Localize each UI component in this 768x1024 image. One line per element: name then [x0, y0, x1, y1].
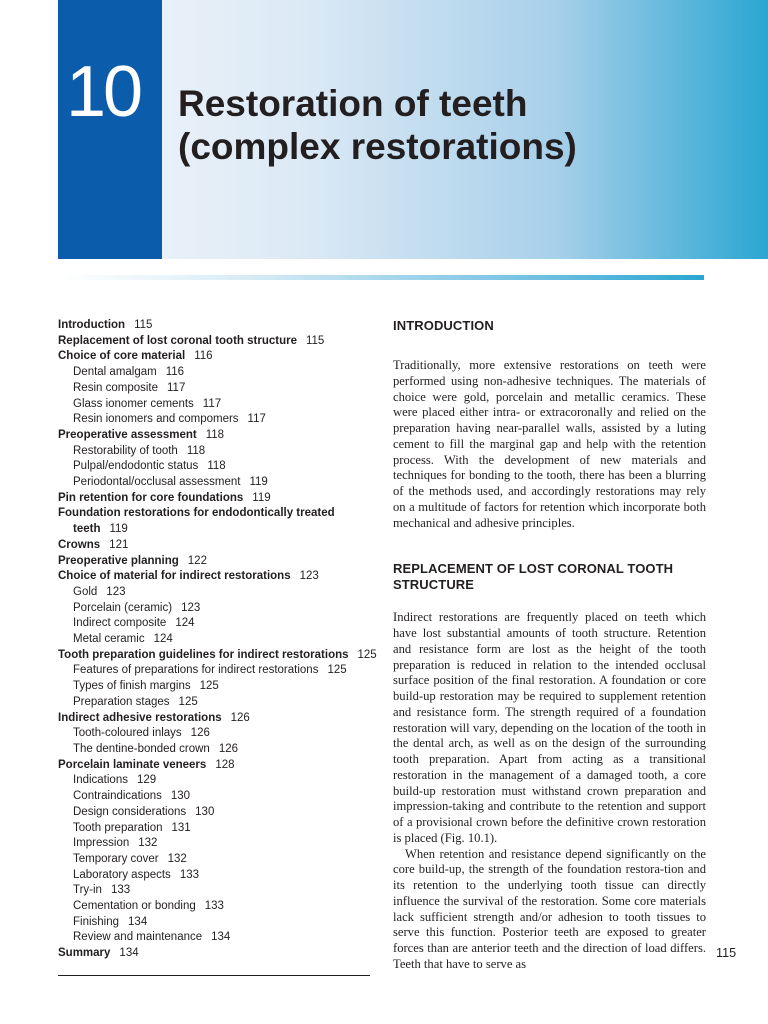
toc-entry	[58, 679, 378, 695]
toc-entry-page: 118	[207, 460, 226, 473]
toc-entry-title: Finishing	[73, 915, 120, 928]
toc-entry	[58, 491, 378, 507]
toc-entry	[58, 726, 378, 742]
toc-entry-page: 115	[305, 334, 325, 347]
toc-entry	[58, 836, 378, 852]
toc-entry	[58, 334, 378, 350]
toc-entry-title: Dental amalgam	[73, 366, 157, 379]
toc-entry-title: Introduction	[58, 319, 126, 331]
chapter-title	[178, 82, 738, 168]
replacement-paragraph-1: Indirect restorations are frequently placed on teeth which have lost substantial amounts of tooth structure. Retention and resistance form are lost as the height of the tooth preparation is reduced in relation to the intended occlusal surface position of the final restoration. A foundation or core build-up restoration may be required to supplement retention and resistance form. The strength required of a foundation restoration will vary, depending on the location of the tooth in the dental arch, as well as on the design of the surrounding tooth preparation. Apart from acting as a transitional restoration in the management of a damaged tooth, a core build-up restoration must withstand crown preparation and impression-taking and contribute to the retention and support of a provisional crown before the definitive crown restoration is placed (Fig. 10.1).	[393, 610, 706, 845]
toc-entry-page: 134	[128, 915, 148, 928]
toc-entry-title: Try-in	[73, 884, 102, 897]
toc-entry-page: 132	[167, 852, 187, 865]
toc-entry-page: 130	[195, 805, 215, 818]
toc-entry-page: 115	[134, 319, 153, 331]
toc-entry-title: The dentine-bonded crown	[73, 742, 210, 755]
toc-entry-title: Periodontal/occlusal assessment	[73, 476, 241, 489]
toc-entry-page: 124	[153, 633, 173, 646]
toc-entry-page: 130	[170, 790, 191, 803]
toc-entry	[58, 365, 378, 381]
toc-entry-page: 132	[138, 837, 158, 850]
toc-entry-page: 118	[186, 444, 206, 457]
toc-entry	[58, 663, 378, 679]
toc-entry	[58, 852, 378, 868]
chapter-title-line-2: (complex restorations)	[178, 126, 577, 167]
toc-entry-page: 125	[178, 695, 198, 708]
toc-entry-page: 116	[165, 366, 185, 379]
toc-entry-title: Indications	[73, 774, 128, 787]
toc-entry-page: 133	[204, 900, 224, 913]
toc-entry-title: Glass ionomer cements	[73, 397, 194, 410]
toc-entry	[58, 554, 378, 570]
toc-entry-page: 131	[171, 821, 191, 834]
toc-entry-title: Crowns	[58, 538, 101, 551]
toc-entry-page: 117	[167, 381, 186, 394]
toc-entry	[58, 569, 378, 585]
toc-entry	[58, 899, 378, 915]
toc-entry	[58, 742, 378, 758]
toc-entry-title: teeth	[73, 523, 101, 536]
toc-entry-title: Temporary cover	[73, 852, 159, 865]
toc-entry-title: Preparation stages	[73, 695, 170, 708]
chapter-contents-list	[58, 318, 378, 962]
toc-entry	[58, 522, 378, 538]
toc-entry-title: Choice of material for indirect restorations	[58, 570, 291, 583]
toc-entry	[58, 915, 378, 931]
introduction-paragraph: Traditionally, more extensive restorations on teeth were performed using non-adhesive techniques. The materials of choice were gold, porcelain and metallic ceramics. These were placed either intra- or extracoronally and relied on the preparation having near-parallel walls, assisted by a luting cement to fill the marginal gap and help with the retention process. With the development of new materials and techniques for bonding to the tooth, there has been a blurring of the methods used, and accordingly restorations may rely on a multitude of factors for retention which incorporate both mechanical and adhesive principles.	[393, 358, 706, 530]
toc-entry-page: 119	[249, 476, 268, 489]
toc-entry	[58, 381, 378, 397]
toc-entry-title: Contraindications	[73, 790, 162, 803]
contents-bottom-rule	[58, 975, 370, 976]
replacement-paragraph-2: When retention and resistance depend significantly on the core build-up, the strength of the foundation restora-tion and its retention to the underlying tooth tissue can directly influence the survival of the restoration. Some core materials lack sufficient strength and/or adhesion to tooth tissues to serve this function. Posterior teeth are exposed to greater forces than are anterior teeth and the direction of load differs. Teeth that have to serve as	[393, 846, 706, 971]
toc-entry-page: 134	[211, 931, 231, 944]
toc-entry	[58, 930, 378, 946]
toc-entry-page: 123	[106, 585, 126, 598]
toc-entry	[58, 601, 378, 617]
toc-entry-title: Preoperative planning	[58, 554, 179, 567]
toc-entry	[58, 805, 378, 821]
chapter-title-line-1: Restoration of teeth	[178, 83, 528, 124]
toc-entry	[58, 632, 378, 648]
toc-entry	[58, 412, 378, 428]
toc-entry-page: 118	[205, 428, 225, 441]
page-number: 115	[716, 946, 737, 960]
toc-entry	[58, 773, 378, 789]
toc-entry	[58, 616, 378, 632]
toc-entry-title: Choice of core material	[58, 350, 186, 363]
chapter-number: 10	[66, 52, 141, 132]
toc-entry-title: Gold	[73, 585, 98, 598]
toc-entry-title: Metal ceramic	[73, 633, 145, 646]
toc-entry-page: 123	[181, 601, 201, 614]
toc-entry	[58, 946, 378, 962]
toc-entry-page: 126	[218, 742, 239, 755]
header-divider	[58, 275, 704, 280]
toc-entry	[58, 868, 378, 884]
toc-entry	[58, 459, 378, 475]
toc-entry-title: Summary	[58, 947, 111, 960]
toc-entry-page: 128	[215, 758, 235, 771]
toc-entry-title: Indirect composite	[73, 617, 167, 630]
toc-entry-title: Review and maintenance	[73, 931, 203, 944]
toc-entry	[58, 695, 378, 711]
toc-entry-title: Types of finish margins	[73, 680, 191, 693]
toc-entry-page: 117	[202, 397, 222, 410]
toc-entry-title: Design considerations	[73, 805, 187, 818]
body-column	[393, 318, 706, 973]
toc-entry	[58, 821, 378, 837]
toc-entry	[58, 506, 378, 522]
toc-entry	[58, 585, 378, 601]
toc-entry-page: 133	[110, 884, 131, 897]
toc-entry-page: 133	[179, 868, 199, 881]
toc-entry	[58, 538, 378, 554]
toc-entry-title: Tooth-coloured inlays	[73, 727, 182, 740]
toc-entry	[58, 349, 378, 365]
toc-entry-title: Cementation or bonding	[73, 900, 196, 913]
toc-entry-title: Pulpal/endodontic status	[73, 460, 199, 473]
replacement-heading: REPLACEMENT OF LOST CORONAL TOOTH STRUCTURE	[393, 561, 674, 593]
toc-entry	[58, 711, 378, 727]
toc-entry-title: Features of preparations for indirect restorations	[73, 664, 319, 677]
toc-entry-page: 121	[109, 538, 129, 551]
toc-entry	[58, 648, 378, 664]
toc-entry	[58, 789, 378, 805]
toc-entry-title: Pin retention for core foundations	[58, 491, 244, 504]
toc-entry-page: 123	[299, 570, 319, 583]
toc-entry	[58, 475, 378, 491]
toc-entry-title: Resin composite	[73, 381, 159, 394]
toc-entry	[58, 397, 378, 413]
toc-entry-title: Preoperative assessment	[58, 428, 197, 441]
toc-entry-page: 125	[357, 648, 377, 661]
toc-entry-title: Tooth preparation guidelines for indirect restorations	[58, 648, 349, 661]
toc-entry-title: Laboratory aspects	[73, 868, 171, 881]
toc-entry	[58, 318, 378, 334]
toc-entry-page: 126	[230, 711, 250, 724]
toc-entry-page: 116	[194, 350, 213, 363]
toc-entry-title: Resin ionomers and compomers	[73, 413, 239, 426]
toc-entry-title: Replacement of lost coronal tooth structure	[58, 334, 297, 347]
toc-entry-title: Indirect adhesive restorations	[58, 711, 222, 724]
toc-entry-title: Porcelain laminate veneers	[58, 758, 207, 771]
toc-entry-page: 125	[199, 680, 219, 693]
toc-entry-page: 119	[252, 491, 271, 504]
toc-entry-page: 124	[175, 617, 195, 630]
toc-entry	[58, 428, 378, 444]
toc-entry	[58, 444, 378, 460]
toc-entry	[58, 883, 378, 899]
toc-entry-page: 134	[119, 947, 139, 960]
toc-entry-page: 119	[109, 523, 128, 536]
toc-entry-page: 122	[187, 554, 207, 567]
toc-entry-page: 125	[327, 664, 347, 677]
toc-entry-title: Tooth preparation	[73, 821, 163, 834]
toc-entry-title: Foundation restorations for endodontically treated	[58, 507, 335, 520]
toc-entry-page: 126	[190, 727, 210, 740]
toc-entry	[58, 758, 378, 774]
introduction-heading: INTRODUCTION	[393, 318, 494, 333]
toc-entry-title: Restorability of tooth	[73, 444, 178, 457]
toc-entry-page: 129	[136, 774, 157, 787]
toc-entry-title: Impression	[73, 837, 130, 850]
toc-entry-page: 117	[247, 413, 266, 426]
toc-entry-title: Porcelain (ceramic)	[73, 601, 173, 614]
